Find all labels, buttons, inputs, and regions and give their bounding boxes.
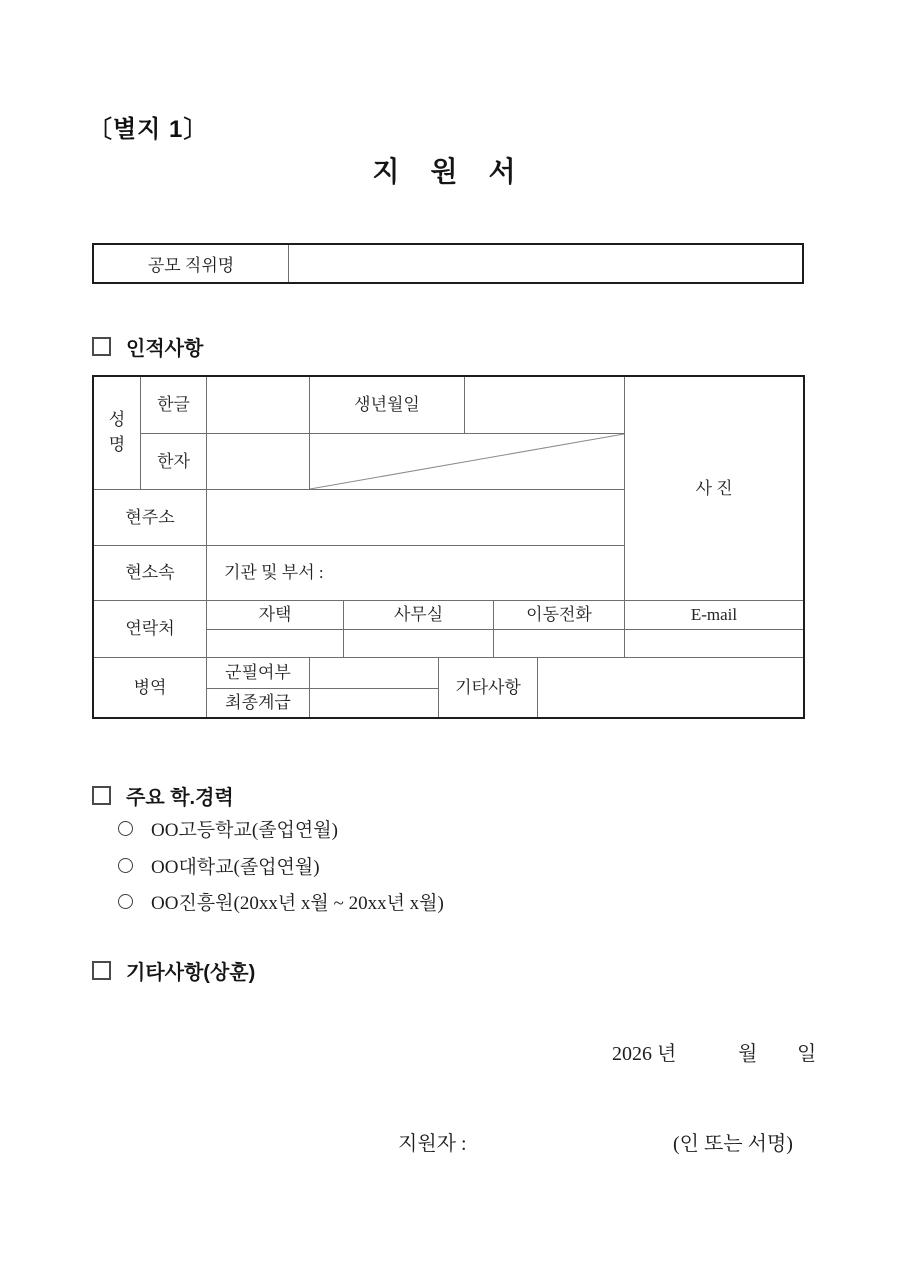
circle-bullet-icon: [118, 821, 133, 836]
name-hangul-value-cell: [207, 377, 310, 434]
date-day-text: 일: [797, 1043, 817, 1065]
name-hanja-label: 한자: [141, 434, 207, 490]
photo-cell: 사 진: [625, 377, 803, 601]
page-title: 지 원 서: [372, 157, 528, 188]
final-rank-value-cell: [310, 689, 439, 717]
address-value-cell: [207, 490, 625, 546]
affiliation-value-cell: 기관 및 부서 :: [207, 546, 625, 601]
position-table: [92, 243, 804, 284]
name-label: 성 명: [94, 377, 141, 490]
final-rank-label: 최종계급: [207, 689, 310, 717]
military-label: 병역: [94, 658, 207, 717]
circle-bullet-icon: [118, 858, 133, 873]
date-month-text: 월: [738, 1043, 758, 1065]
career-item: OO대학교(졸업연월): [118, 852, 320, 879]
square-bullet-icon: [92, 337, 111, 356]
contact-home-label: 자택: [207, 601, 344, 630]
attachment-label: 〔별지 1〕: [88, 116, 209, 143]
military-etc-label: 기타사항: [439, 658, 538, 717]
name-hangul-label: 한글: [141, 377, 207, 434]
diagonal-line-icon: [310, 434, 624, 489]
military-served-label: 군필여부: [207, 658, 310, 689]
section-header-career: [92, 781, 234, 810]
contact-office-label: 사무실: [344, 601, 494, 630]
section-title: 인적사항: [126, 338, 204, 360]
address-label: 현주소: [94, 490, 207, 546]
contact-home-value-cell: [207, 630, 344, 658]
section-title: 주요 학.경력: [126, 787, 234, 809]
personal-info-table: [92, 375, 805, 719]
square-bullet-icon: [92, 961, 111, 980]
name-hanja-value-cell: [207, 434, 310, 490]
date-year-text: 2026 년: [612, 1043, 677, 1065]
diagonal-strikethrough-cell: [310, 434, 625, 490]
contact-mobile-label: 이동전화: [494, 601, 625, 630]
square-bullet-icon: [92, 786, 111, 805]
applicant-label: 지원자 :: [398, 1133, 467, 1155]
seal-or-signature-note: (인 또는 서명): [673, 1133, 793, 1155]
career-item: OO진흥원(20xx년 x월 ~ 20xx년 x월): [118, 888, 444, 915]
contact-email-value-cell: [625, 630, 803, 658]
career-item: OO고등학교(졸업연월): [118, 815, 338, 842]
section-header-personal: [92, 332, 203, 361]
circle-bullet-icon: [118, 894, 133, 909]
section-header-etc: [92, 956, 255, 985]
affiliation-label: 현소속: [94, 546, 207, 601]
position-name-label: 공모 직위명: [94, 245, 289, 282]
contact-label: 연락처: [94, 601, 207, 658]
contact-email-label: E-mail: [625, 601, 803, 630]
contact-office-value-cell: [344, 630, 494, 658]
birthdate-label: 생년월일: [310, 377, 465, 434]
birthdate-value-cell: [465, 377, 625, 434]
position-name-value-cell: [289, 245, 802, 282]
section-title: 기타사항(상훈): [126, 962, 256, 984]
contact-mobile-value-cell: [494, 630, 625, 658]
military-served-value-cell: [310, 658, 439, 689]
military-etc-value-cell: [538, 658, 803, 717]
